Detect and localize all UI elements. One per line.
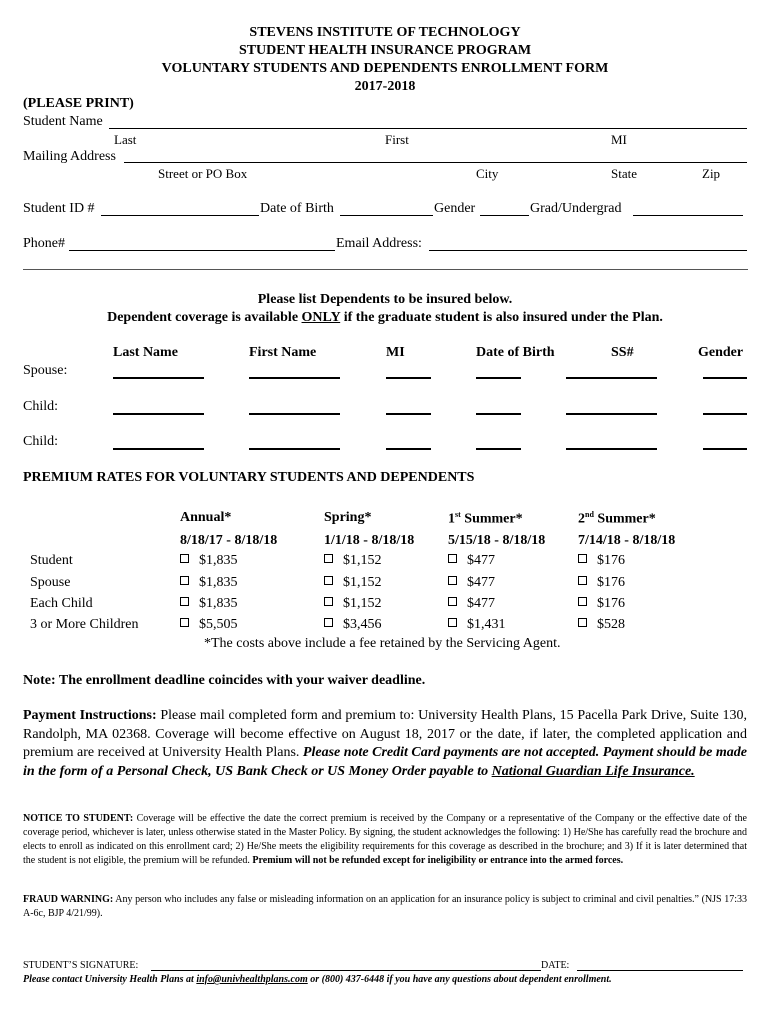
rate-row-label: Spouse [30, 575, 71, 590]
name-sub-first: First [385, 132, 409, 147]
student-name-label: Student Name [23, 114, 103, 129]
grad-undergrad-field[interactable] [633, 215, 743, 216]
dep-field-mi[interactable] [386, 377, 431, 379]
rate-price: $528 [597, 617, 625, 632]
period-annual-dates: 8/18/17 - 8/18/18 [180, 533, 278, 548]
dep-col-ssn: SS# [611, 345, 634, 360]
rate-option[interactable] [578, 596, 625, 612]
rate-price: $5,505 [199, 617, 238, 632]
rate-checkbox[interactable] [578, 618, 587, 627]
rate-price: $1,835 [199, 596, 238, 611]
dep-field-mi[interactable] [386, 413, 431, 415]
dependents-eligibility-note: Dependent coverage is available ONLY if the graduate student is also insured under the Plan. [107, 310, 663, 325]
dep-field-ssn[interactable] [566, 413, 657, 415]
fraud-warning: FRAUD WARNING: Any person who includes any false or misleading information on an application for an insurance policy is subject to criminal and civil penalties.” (NJS 17:33 A-6c, BJP 4/21/99). [23, 894, 748, 919]
phone-label: Phone# [23, 236, 65, 251]
dep-col-mi: MI [386, 345, 405, 360]
rate-price: $1,152 [343, 596, 382, 611]
dep-col-last-name: Last Name [113, 345, 178, 360]
rate-option[interactable] [578, 553, 625, 569]
premium-rates-title: PREMIUM RATES FOR VOLUNTARY STUDENTS AND DEPENDENTS [23, 470, 475, 485]
fee-footnote: *The costs above include a fee retained by the Servicing Agent. [204, 636, 561, 651]
form-header-institution: STEVENS INSTITUTE OF TECHNOLOGY [249, 25, 521, 40]
dep-field-first-name[interactable] [249, 377, 340, 379]
rate-price: $176 [597, 575, 625, 590]
rate-price: $176 [597, 553, 625, 568]
student-id-label: Student ID # [23, 201, 95, 216]
rate-price: $3,456 [343, 617, 382, 632]
rate-option[interactable] [324, 617, 382, 633]
dep-row-child-label: Child: [23, 399, 59, 414]
rate-price: $1,152 [343, 553, 382, 568]
dep-field-last-name[interactable] [113, 413, 204, 415]
rate-checkbox[interactable] [324, 554, 333, 563]
rate-checkbox[interactable] [324, 576, 333, 585]
contact-line: Please contact University Health Plans at info@univhealthplans.com or (800) 437-6448 if you have any questions about dependent enrollment. [23, 974, 612, 985]
dep-col-first-name: First Name [249, 345, 317, 360]
section-divider [23, 269, 748, 270]
rate-price: $477 [467, 575, 495, 590]
address-sub-state: State [611, 166, 637, 181]
notice-to-student: NOTICE TO STUDENT: Coverage will be effective the date the correct premium is received by the Company or a representative of the Company or the effective date of the coverage period, whichever is later, unless otherwise stated in the Master Policy. By signing, the student acknowledges the following: 1) He/She has carefully read the brochure and elects to enroll as indicated on this enrollment card; 2) He/She meets the eligibility requirements for this coverage as described in the brochure; and 3) If it is later determined that the student is not eligible, the premium will be refunded. Premium will not be refunded except for ineligibility or entrance into the armed forces. [23, 813, 747, 866]
dep-field-dob[interactable] [476, 377, 521, 379]
address-sub-street: Street or PO Box [158, 166, 248, 181]
rate-checkbox[interactable] [180, 576, 189, 585]
rate-checkbox[interactable] [180, 554, 189, 563]
dependents-heading: Please list Dependents to be insured below. [257, 292, 513, 307]
name-sub-mi: MI [611, 132, 627, 147]
date-label: DATE: [541, 960, 570, 971]
signature-label: STUDENT’S SIGNATURE: [23, 960, 139, 971]
rate-option[interactable] [324, 553, 382, 569]
rate-price: $1,835 [199, 553, 238, 568]
dep-row-spouse-label: Spouse: [23, 363, 68, 378]
rate-price: $1,152 [343, 575, 382, 590]
rate-row-label: Each Child [30, 596, 93, 611]
rate-option[interactable] [180, 617, 238, 633]
rate-price: $176 [597, 596, 625, 611]
rate-price: $477 [467, 596, 495, 611]
gender-field[interactable] [480, 215, 529, 216]
form-year: 2017-2018 [354, 79, 416, 94]
date-of-birth-field[interactable] [340, 215, 433, 216]
form-header-program: STUDENT HEALTH INSURANCE PROGRAM [238, 43, 532, 58]
period-first-summer: 1st Summer* [448, 510, 523, 527]
rate-price: $1,431 [467, 617, 506, 632]
period-spring-dates: 1/1/18 - 8/18/18 [324, 533, 415, 548]
rate-checkbox[interactable] [324, 597, 333, 606]
dep-col-gender: Gender [698, 345, 744, 360]
period-spring: Spring* [324, 510, 372, 525]
mailing-address-field[interactable] [124, 162, 747, 163]
rate-checkbox[interactable] [448, 618, 457, 627]
rate-option[interactable] [180, 553, 238, 569]
period-annual: Annual* [180, 510, 232, 525]
rate-option[interactable] [180, 596, 238, 612]
email-label: Email Address: [336, 236, 422, 251]
rate-checkbox[interactable] [324, 618, 333, 627]
rate-checkbox[interactable] [448, 576, 457, 585]
dep-field-first-name[interactable] [249, 448, 340, 450]
dep-field-first-name[interactable] [249, 413, 340, 415]
rate-checkbox[interactable] [578, 576, 587, 585]
mailing-address-label: Mailing Address [23, 149, 116, 164]
rate-checkbox[interactable] [180, 597, 189, 606]
rate-checkbox[interactable] [578, 597, 587, 606]
rate-option[interactable] [448, 596, 495, 612]
signature-date-field[interactable] [577, 970, 743, 971]
rate-option[interactable] [324, 575, 382, 591]
dep-field-ssn[interactable] [566, 377, 657, 379]
form-title: VOLUNTARY STUDENTS AND DEPENDENTS ENROLLMENT FORM [161, 61, 609, 76]
dep-field-mi[interactable] [386, 448, 431, 450]
grad-undergrad-label: Grad/Undergrad [530, 201, 622, 216]
rate-row-label: 3 or More Children [30, 617, 139, 632]
address-sub-zip: Zip [702, 166, 721, 181]
rate-row-label: Student [30, 553, 73, 568]
student-name-field[interactable] [109, 128, 747, 129]
period-second-summer-dates: 7/14/18 - 8/18/18 [578, 533, 676, 548]
rate-option[interactable] [448, 553, 495, 569]
address-sub-city: City [476, 166, 499, 181]
enrollment-deadline-note: Note: The enrollment deadline coincides with your waiver deadline. [23, 673, 426, 688]
name-sub-last: Last [114, 132, 137, 147]
rate-option[interactable] [180, 575, 238, 591]
dep-row-child-label: Child: [23, 434, 59, 449]
dep-field-gender[interactable] [703, 377, 747, 379]
rate-checkbox[interactable] [180, 618, 189, 627]
rate-price: $477 [467, 553, 495, 568]
payment-instructions: Payment Instructions: Please mail completed form and premium to: University Health Plans, 15 Pacella Park Drive, Suite 130, Randolph, MA 02368. Coverage will become effective on August 18, 2017 or the date, if later, the completed application and premium are received at University Health Plans. Please note Credit Card payments are not accepted. Payment should be made in the form of a Personal Check, US Bank Check or US Money Order payable to National Guardian Life Insurance. [23, 708, 748, 779]
rate-checkbox[interactable] [448, 554, 457, 563]
dep-field-last-name[interactable] [113, 377, 204, 379]
rate-checkbox[interactable] [448, 597, 457, 606]
date-of-birth-label: Date of Birth [260, 201, 334, 216]
rate-option[interactable] [448, 617, 506, 633]
rate-option[interactable] [578, 575, 625, 591]
rate-checkbox[interactable] [578, 554, 587, 563]
dep-col-dob: Date of Birth [476, 345, 555, 360]
rate-price: $1,835 [199, 575, 238, 590]
rate-option[interactable] [324, 596, 382, 612]
period-second-summer: 2nd Summer* [578, 510, 656, 527]
period-first-summer-dates: 5/15/18 - 8/18/18 [448, 533, 546, 548]
rate-option[interactable] [578, 617, 625, 633]
please-print-note: (PLEASE PRINT) [23, 96, 134, 111]
dep-field-last-name[interactable] [113, 448, 204, 450]
dep-field-ssn[interactable] [566, 448, 657, 450]
dep-field-gender[interactable] [703, 413, 747, 415]
rate-option[interactable] [448, 575, 495, 591]
phone-field[interactable] [69, 250, 335, 251]
student-id-field[interactable] [101, 215, 259, 216]
dep-field-dob[interactable] [476, 413, 521, 415]
contact-email-link[interactable]: info@univhealthplans.com [196, 974, 308, 985]
gender-label: Gender [434, 201, 476, 216]
signature-field[interactable] [151, 970, 541, 971]
dep-field-gender[interactable] [703, 448, 747, 450]
email-field[interactable] [429, 250, 747, 251]
dep-field-dob[interactable] [476, 448, 521, 450]
